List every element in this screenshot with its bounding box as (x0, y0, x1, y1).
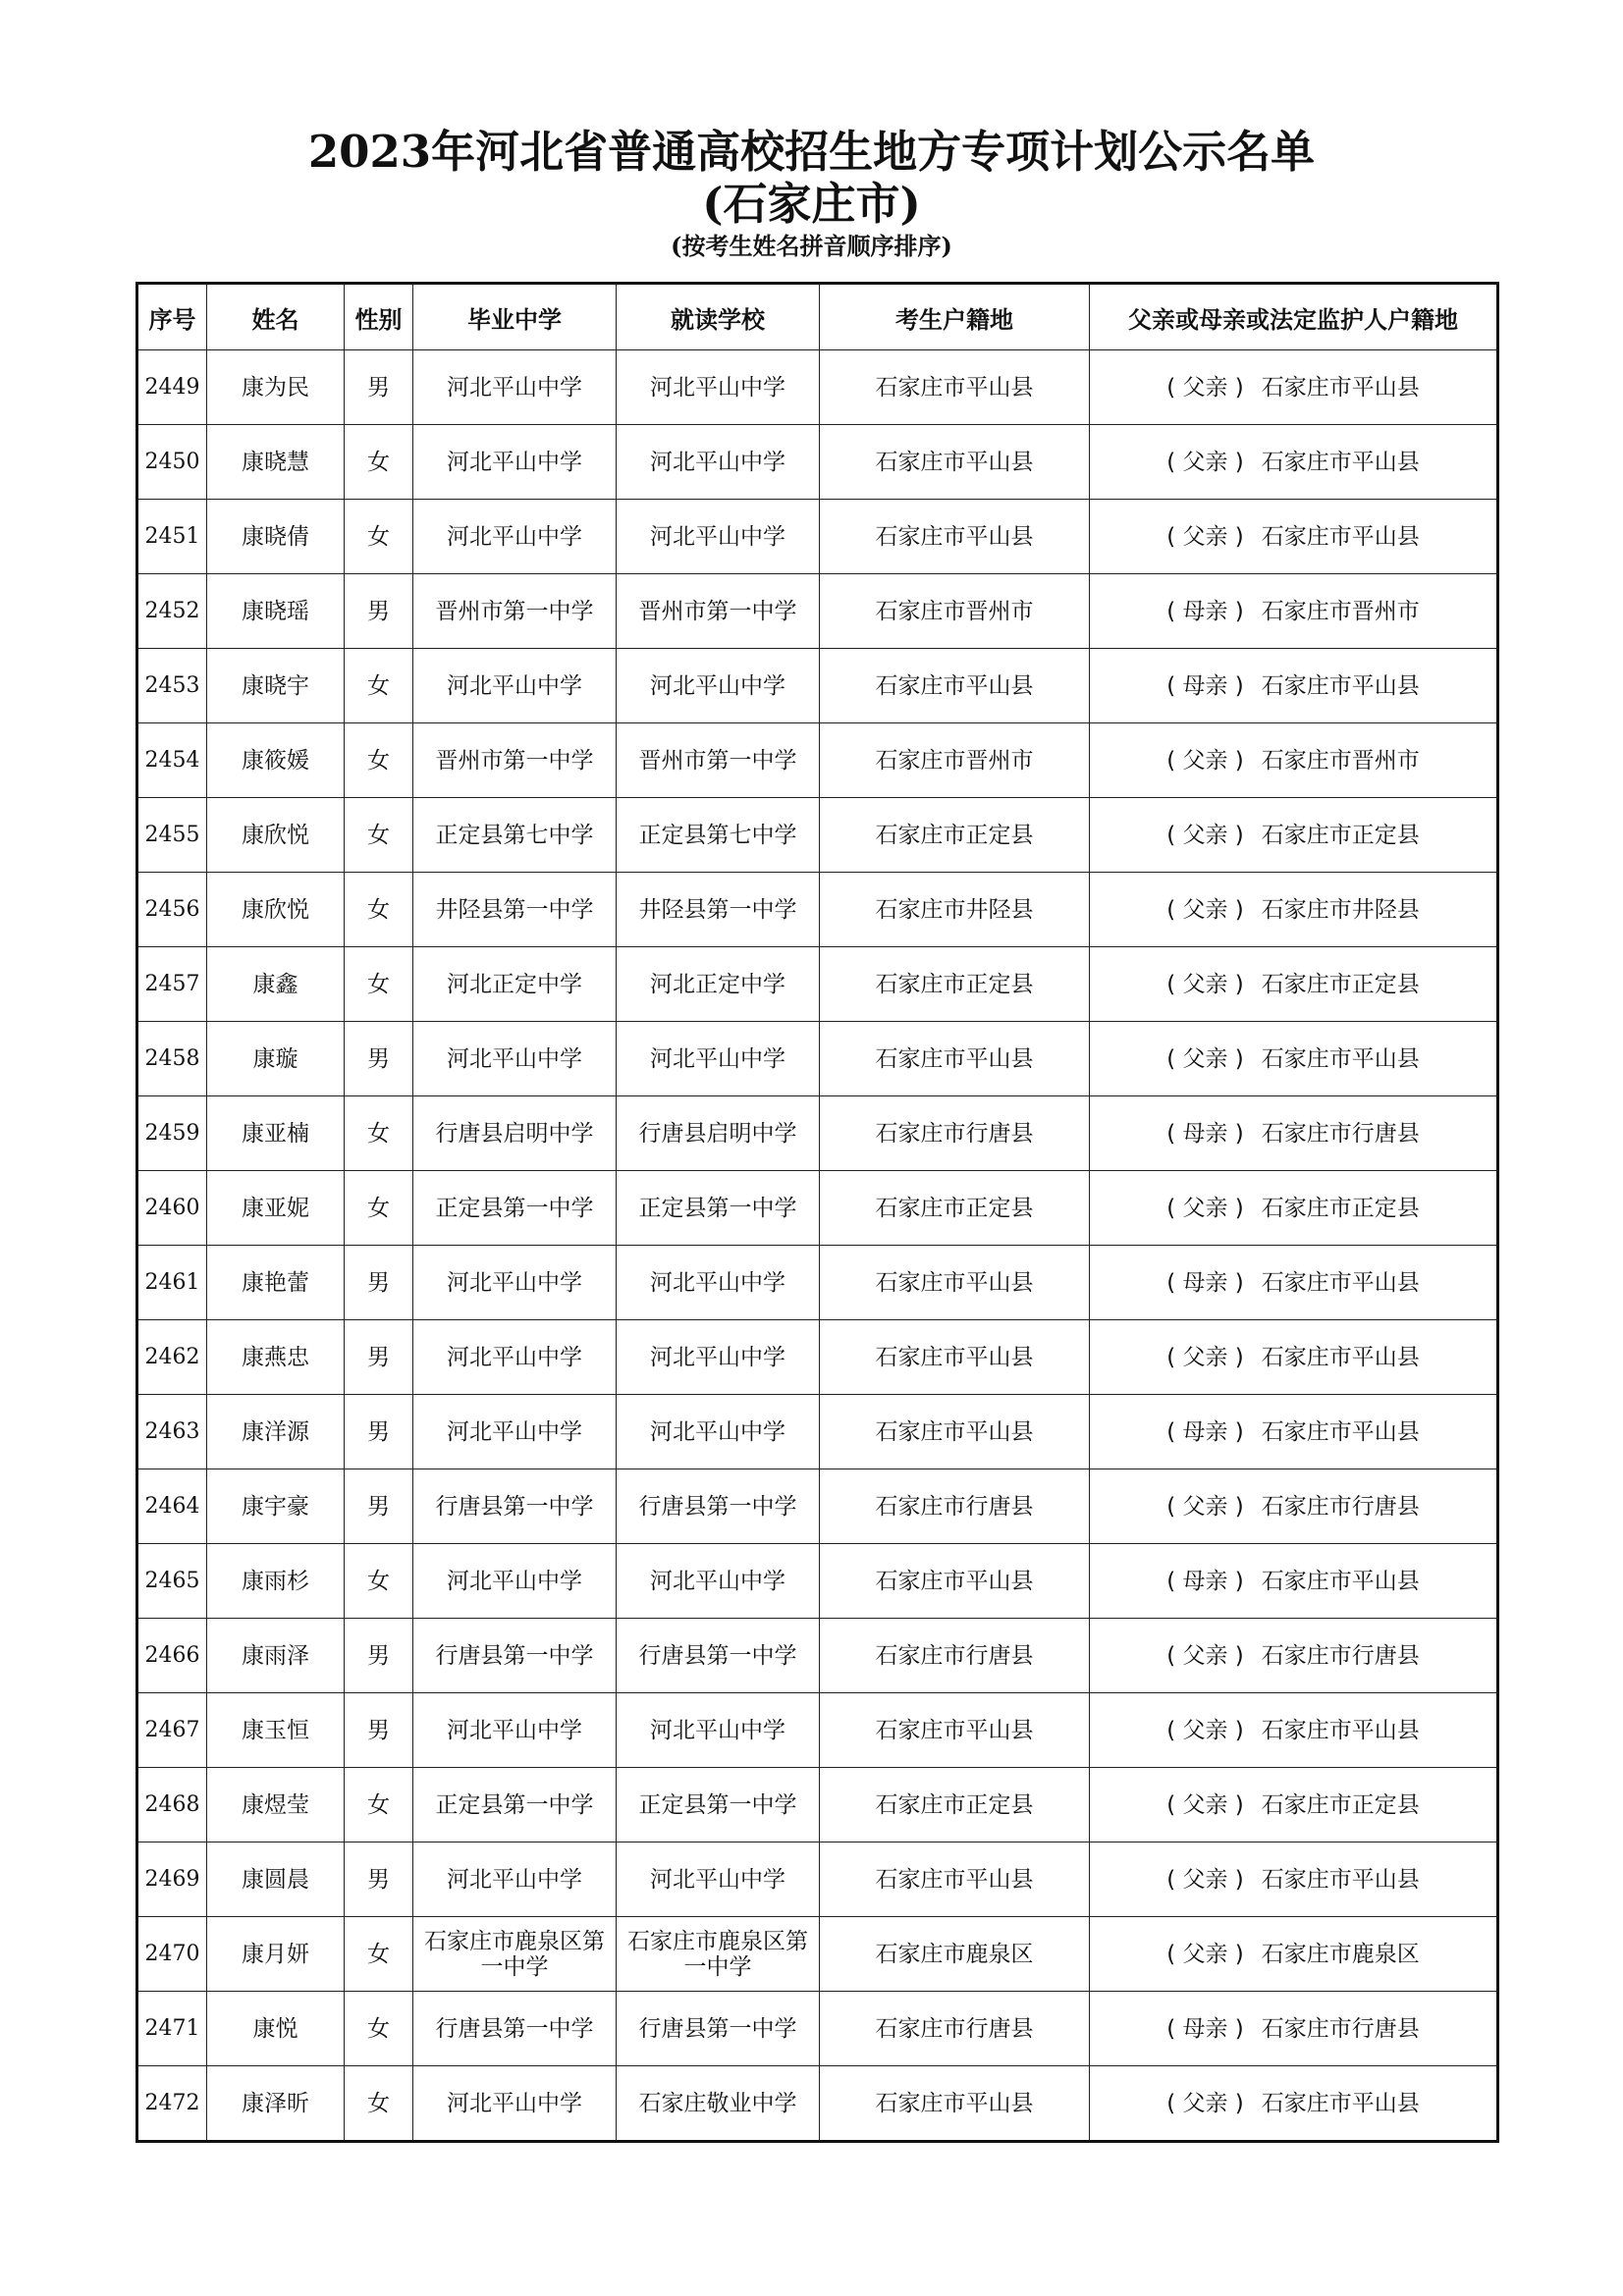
cell-name: 康晓慧 (207, 425, 345, 500)
cell-name: 康亚楠 (207, 1096, 345, 1171)
cell-guardian-hukou (1090, 1992, 1498, 2066)
cell-student-hukou: 石家庄市行唐县 (820, 1096, 1090, 1171)
cell-sex: 女 (345, 1768, 413, 1842)
cell-sex: 女 (345, 798, 413, 873)
cell-guardian-hukou (1090, 1619, 1498, 1693)
cell-guardian-hukou (1090, 574, 1498, 649)
guardian-place: 石家庄市平山县 (1261, 2090, 1420, 2116)
cell-sex: 女 (345, 649, 413, 723)
guardian-place: 石家庄市晋州市 (1261, 598, 1420, 624)
cell-seq: 2468 (137, 1768, 207, 1842)
guardian-relation: ( 父亲 ) (1166, 1941, 1244, 1967)
cell-current-school: 河北平山中学 (617, 350, 820, 425)
guardian-place: 石家庄市正定县 (1261, 822, 1420, 848)
cell-name: 康欣悦 (207, 798, 345, 873)
cell-guardian-hukou (1090, 2066, 1498, 2142)
cell-guardian-hukou (1090, 1768, 1498, 1842)
cell-name: 康晓倩 (207, 500, 345, 574)
cell-name: 康筱媛 (207, 723, 345, 798)
cell-sex: 男 (345, 1693, 413, 1768)
cell-name: 康圆晨 (207, 1842, 345, 1917)
guardian-relation: ( 父亲 ) (1166, 523, 1244, 550)
cell-seq: 2470 (137, 1917, 207, 1992)
guardian-place: 石家庄市正定县 (1261, 1791, 1420, 1818)
guardian-relation: ( 母亲 ) (1166, 598, 1244, 624)
guardian-relation: ( 父亲 ) (1166, 1195, 1244, 1221)
table-row (137, 723, 1498, 798)
cell-current-school: 行唐县第一中学 (617, 1992, 820, 2066)
guardian-relation: ( 母亲 ) (1166, 672, 1244, 699)
cell-current-school: 河北平山中学 (617, 1320, 820, 1395)
cell-guardian-hukou (1090, 873, 1498, 947)
cell-seq: 2462 (137, 1320, 207, 1395)
cell-graduation-school: 行唐县第一中学 (413, 1992, 617, 2066)
cell-guardian-hukou (1090, 500, 1498, 574)
guardian-place: 石家庄市平山县 (1261, 1269, 1420, 1296)
cell-sex: 男 (345, 1022, 413, 1096)
cell-current-school: 行唐县第一中学 (617, 1619, 820, 1693)
cell-graduation-school: 河北平山中学 (413, 1246, 617, 1320)
header-name: 姓名 (207, 284, 345, 350)
guardian-place: 石家庄市行唐县 (1261, 1120, 1420, 1147)
header-graduation-school: 毕业中学 (413, 284, 617, 350)
guardian-place: 石家庄市鹿泉区 (1261, 1941, 1420, 1967)
cell-name: 康为民 (207, 350, 345, 425)
cell-sex: 男 (345, 1469, 413, 1544)
cell-student-hukou: 石家庄市晋州市 (820, 574, 1090, 649)
cell-student-hukou: 石家庄市正定县 (820, 798, 1090, 873)
table-row (137, 1768, 1498, 1842)
cell-graduation-school: 晋州市第一中学 (413, 723, 617, 798)
cell-student-hukou: 石家庄市晋州市 (820, 723, 1090, 798)
cell-sex: 男 (345, 1619, 413, 1693)
cell-sex: 男 (345, 1395, 413, 1469)
guardian-place: 石家庄市行唐县 (1261, 2015, 1420, 2042)
cell-name: 康月妍 (207, 1917, 345, 1992)
cell-student-hukou: 石家庄市正定县 (820, 947, 1090, 1022)
cell-graduation-school: 河北平山中学 (413, 1320, 617, 1395)
cell-graduation-school: 河北平山中学 (413, 350, 617, 425)
cell-student-hukou: 石家庄市平山县 (820, 649, 1090, 723)
cell-sex: 女 (345, 425, 413, 500)
cell-sex: 男 (345, 574, 413, 649)
guardian-place: 石家庄市井陉县 (1261, 896, 1420, 923)
cell-seq: 2453 (137, 649, 207, 723)
cell-seq: 2471 (137, 1992, 207, 2066)
cell-sex: 男 (345, 1320, 413, 1395)
cell-name: 康欣悦 (207, 873, 345, 947)
cell-seq: 2450 (137, 425, 207, 500)
header-sex: 性别 (345, 284, 413, 350)
cell-name: 康洋源 (207, 1395, 345, 1469)
cell-seq: 2460 (137, 1171, 207, 1246)
cell-student-hukou: 石家庄市行唐县 (820, 1619, 1090, 1693)
cell-sex: 女 (345, 500, 413, 574)
cell-guardian-hukou (1090, 1320, 1498, 1395)
cell-name: 康晓瑶 (207, 574, 345, 649)
cell-guardian-hukou (1090, 1544, 1498, 1619)
cell-seq: 2455 (137, 798, 207, 873)
cell-guardian-hukou (1090, 350, 1498, 425)
cell-name: 康煜莹 (207, 1768, 345, 1842)
guardian-relation: ( 父亲 ) (1166, 971, 1244, 997)
cell-guardian-hukou (1090, 1022, 1498, 1096)
table-row (137, 1171, 1498, 1246)
header-seq: 序号 (137, 284, 207, 350)
cell-sex: 女 (345, 723, 413, 798)
cell-sex: 男 (345, 350, 413, 425)
table-row (137, 1842, 1498, 1917)
cell-student-hukou: 石家庄市正定县 (820, 1171, 1090, 1246)
cell-sex: 女 (345, 1096, 413, 1171)
cell-student-hukou: 石家庄市平山县 (820, 1395, 1090, 1469)
cell-current-school: 晋州市第一中学 (617, 574, 820, 649)
table-row (137, 649, 1498, 723)
cell-sex: 女 (345, 1171, 413, 1246)
cell-graduation-school: 行唐县第一中学 (413, 1469, 617, 1544)
guardian-relation: ( 母亲 ) (1166, 1120, 1244, 1147)
guardian-relation: ( 父亲 ) (1166, 1493, 1244, 1520)
guardian-relation: ( 父亲 ) (1166, 747, 1244, 774)
cell-current-school: 石家庄市鹿泉区第一中学 (617, 1917, 820, 1992)
cell-student-hukou: 石家庄市平山县 (820, 425, 1090, 500)
cell-guardian-hukou (1090, 723, 1498, 798)
cell-seq: 2456 (137, 873, 207, 947)
cell-current-school: 石家庄敬业中学 (617, 2066, 820, 2142)
roster-table (135, 282, 1499, 2143)
cell-current-school: 河北平山中学 (617, 1395, 820, 1469)
cell-seq: 2459 (137, 1096, 207, 1171)
cell-name: 康燕忠 (207, 1320, 345, 1395)
cell-student-hukou: 石家庄市平山县 (820, 1246, 1090, 1320)
table-header-row (137, 284, 1498, 350)
table-row (137, 1320, 1498, 1395)
table-row (137, 1469, 1498, 1544)
cell-graduation-school: 行唐县第一中学 (413, 1619, 617, 1693)
table-row (137, 500, 1498, 574)
table-row (137, 1246, 1498, 1320)
document-subtitle: (石家庄市) (702, 178, 921, 230)
guardian-place: 石家庄市平山县 (1261, 1866, 1420, 1893)
guardian-place: 石家庄市正定县 (1261, 1195, 1420, 1221)
guardian-place: 石家庄市平山县 (1261, 449, 1420, 475)
cell-sex: 女 (345, 873, 413, 947)
cell-current-school: 行唐县启明中学 (617, 1096, 820, 1171)
guardian-place: 石家庄市正定县 (1261, 971, 1420, 997)
table-row (137, 873, 1498, 947)
cell-name: 康鑫 (207, 947, 345, 1022)
header-student-hukou: 考生户籍地 (820, 284, 1090, 350)
cell-seq: 2454 (137, 723, 207, 798)
guardian-relation: ( 母亲 ) (1166, 1269, 1244, 1296)
guardian-relation: ( 母亲 ) (1166, 1568, 1244, 1594)
guardian-relation: ( 父亲 ) (1166, 1866, 1244, 1893)
cell-seq: 2449 (137, 350, 207, 425)
cell-name: 康宇豪 (207, 1469, 345, 1544)
cell-graduation-school: 行唐县启明中学 (413, 1096, 617, 1171)
table-row (137, 1544, 1498, 1619)
cell-current-school: 正定县第七中学 (617, 798, 820, 873)
guardian-place: 石家庄市平山县 (1261, 1045, 1420, 1072)
header-current-school: 就读学校 (617, 284, 820, 350)
document-title: 2023年河北省普通高校招生地方专项计划公示名单 (307, 126, 1316, 178)
cell-current-school: 行唐县第一中学 (617, 1469, 820, 1544)
cell-guardian-hukou (1090, 798, 1498, 873)
cell-student-hukou: 石家庄市井陉县 (820, 873, 1090, 947)
guardian-relation: ( 父亲 ) (1166, 1791, 1244, 1818)
guardian-relation: ( 父亲 ) (1166, 822, 1244, 848)
guardian-relation: ( 父亲 ) (1166, 1045, 1244, 1072)
cell-name: 康艳蕾 (207, 1246, 345, 1320)
guardian-relation: ( 父亲 ) (1166, 449, 1244, 475)
cell-guardian-hukou (1090, 1469, 1498, 1544)
cell-graduation-school: 河北平山中学 (413, 1842, 617, 1917)
cell-graduation-school: 正定县第七中学 (413, 798, 617, 873)
cell-graduation-school: 河北平山中学 (413, 425, 617, 500)
guardian-place: 石家庄市平山县 (1261, 523, 1420, 550)
cell-student-hukou: 石家庄市平山县 (820, 350, 1090, 425)
cell-current-school: 河北平山中学 (617, 500, 820, 574)
cell-student-hukou: 石家庄市平山县 (820, 2066, 1090, 2142)
header-guardian-hukou: 父亲或母亲或法定监护人户籍地 (1090, 284, 1498, 350)
cell-graduation-school: 河北平山中学 (413, 1022, 617, 1096)
table-row (137, 1096, 1498, 1171)
table-row (137, 798, 1498, 873)
cell-current-school: 河北正定中学 (617, 947, 820, 1022)
cell-graduation-school: 河北平山中学 (413, 1544, 617, 1619)
cell-name: 康晓宇 (207, 649, 345, 723)
cell-seq: 2467 (137, 1693, 207, 1768)
cell-current-school: 河北平山中学 (617, 1693, 820, 1768)
cell-student-hukou: 石家庄市鹿泉区 (820, 1917, 1090, 1992)
guardian-place: 石家庄市平山县 (1261, 1344, 1420, 1370)
cell-student-hukou: 石家庄市平山县 (820, 1693, 1090, 1768)
cell-graduation-school: 正定县第一中学 (413, 1171, 617, 1246)
cell-current-school: 河北平山中学 (617, 1544, 820, 1619)
cell-guardian-hukou (1090, 1395, 1498, 1469)
table-row (137, 425, 1498, 500)
cell-graduation-school: 河北平山中学 (413, 1693, 617, 1768)
cell-current-school: 河北平山中学 (617, 1842, 820, 1917)
table-row (137, 947, 1498, 1022)
cell-name: 康泽昕 (207, 2066, 345, 2142)
cell-student-hukou: 石家庄市正定县 (820, 1768, 1090, 1842)
cell-seq: 2451 (137, 500, 207, 574)
cell-name: 康雨泽 (207, 1619, 345, 1693)
guardian-place: 石家庄市行唐县 (1261, 1493, 1420, 1520)
cell-sex: 女 (345, 1544, 413, 1619)
table-row (137, 1619, 1498, 1693)
cell-seq: 2466 (137, 1619, 207, 1693)
cell-name: 康雨杉 (207, 1544, 345, 1619)
cell-graduation-school: 石家庄市鹿泉区第一中学 (413, 1917, 617, 1992)
cell-graduation-school: 河北平山中学 (413, 2066, 617, 2142)
cell-sex: 男 (345, 1246, 413, 1320)
cell-graduation-school: 河北平山中学 (413, 1395, 617, 1469)
cell-student-hukou: 石家庄市行唐县 (820, 1469, 1090, 1544)
guardian-place: 石家庄市平山县 (1261, 1717, 1420, 1743)
guardian-place: 石家庄市平山县 (1261, 1418, 1420, 1445)
guardian-relation: ( 母亲 ) (1166, 1418, 1244, 1445)
cell-name: 康悦 (207, 1992, 345, 2066)
table-row (137, 1917, 1498, 1992)
cell-graduation-school: 河北平山中学 (413, 649, 617, 723)
cell-seq: 2469 (137, 1842, 207, 1917)
cell-graduation-school: 晋州市第一中学 (413, 574, 617, 649)
cell-sex: 女 (345, 947, 413, 1022)
cell-current-school: 河北平山中学 (617, 1246, 820, 1320)
table-row (137, 1022, 1498, 1096)
cell-current-school: 河北平山中学 (617, 1022, 820, 1096)
cell-current-school: 正定县第一中学 (617, 1768, 820, 1842)
guardian-relation: ( 父亲 ) (1166, 1344, 1244, 1370)
cell-seq: 2464 (137, 1469, 207, 1544)
cell-student-hukou: 石家庄市平山县 (820, 1022, 1090, 1096)
cell-graduation-school: 河北平山中学 (413, 500, 617, 574)
cell-guardian-hukou (1090, 1693, 1498, 1768)
guardian-place: 石家庄市平山县 (1261, 672, 1420, 699)
cell-guardian-hukou (1090, 947, 1498, 1022)
guardian-place: 石家庄市晋州市 (1261, 747, 1420, 774)
sort-note: (按考生姓名拼音顺序排序) (671, 232, 952, 260)
cell-sex: 女 (345, 1917, 413, 1992)
cell-seq: 2465 (137, 1544, 207, 1619)
cell-guardian-hukou (1090, 425, 1498, 500)
cell-name: 康亚妮 (207, 1171, 345, 1246)
cell-current-school: 河北平山中学 (617, 649, 820, 723)
guardian-relation: ( 父亲 ) (1166, 2090, 1244, 2116)
cell-current-school: 井陉县第一中学 (617, 873, 820, 947)
guardian-relation: ( 父亲 ) (1166, 374, 1244, 400)
cell-graduation-school: 井陉县第一中学 (413, 873, 617, 947)
cell-current-school: 晋州市第一中学 (617, 723, 820, 798)
guardian-relation: ( 父亲 ) (1166, 896, 1244, 923)
cell-name: 康璇 (207, 1022, 345, 1096)
cell-guardian-hukou (1090, 1171, 1498, 1246)
cell-guardian-hukou (1090, 649, 1498, 723)
cell-seq: 2463 (137, 1395, 207, 1469)
cell-current-school: 正定县第一中学 (617, 1171, 820, 1246)
cell-seq: 2461 (137, 1246, 207, 1320)
cell-graduation-school: 正定县第一中学 (413, 1768, 617, 1842)
guardian-relation: ( 父亲 ) (1166, 1642, 1244, 1669)
cell-sex: 女 (345, 1992, 413, 2066)
guardian-relation: ( 母亲 ) (1166, 2015, 1244, 2042)
cell-student-hukou: 石家庄市平山县 (820, 1320, 1090, 1395)
cell-sex: 男 (345, 1842, 413, 1917)
cell-sex: 女 (345, 2066, 413, 2142)
cell-student-hukou: 石家庄市平山县 (820, 1544, 1090, 1619)
guardian-place: 石家庄市平山县 (1261, 1568, 1420, 1594)
cell-guardian-hukou (1090, 1842, 1498, 1917)
table-row (137, 1395, 1498, 1469)
table-row (137, 1693, 1498, 1768)
cell-seq: 2472 (137, 2066, 207, 2142)
table-row (137, 574, 1498, 649)
cell-guardian-hukou (1090, 1917, 1498, 1992)
cell-guardian-hukou (1090, 1246, 1498, 1320)
guardian-place: 石家庄市平山县 (1261, 374, 1420, 400)
cell-seq: 2458 (137, 1022, 207, 1096)
table-row (137, 1992, 1498, 2066)
guardian-place: 石家庄市行唐县 (1261, 1642, 1420, 1669)
cell-student-hukou: 石家庄市平山县 (820, 1842, 1090, 1917)
cell-student-hukou: 石家庄市行唐县 (820, 1992, 1090, 2066)
table-row (137, 350, 1498, 425)
table-row (137, 2066, 1498, 2142)
cell-seq: 2452 (137, 574, 207, 649)
cell-current-school: 河北平山中学 (617, 425, 820, 500)
cell-graduation-school: 河北正定中学 (413, 947, 617, 1022)
cell-guardian-hukou (1090, 1096, 1498, 1171)
guardian-relation: ( 父亲 ) (1166, 1717, 1244, 1743)
cell-name: 康玉恒 (207, 1693, 345, 1768)
cell-seq: 2457 (137, 947, 207, 1022)
cell-student-hukou: 石家庄市平山县 (820, 500, 1090, 574)
